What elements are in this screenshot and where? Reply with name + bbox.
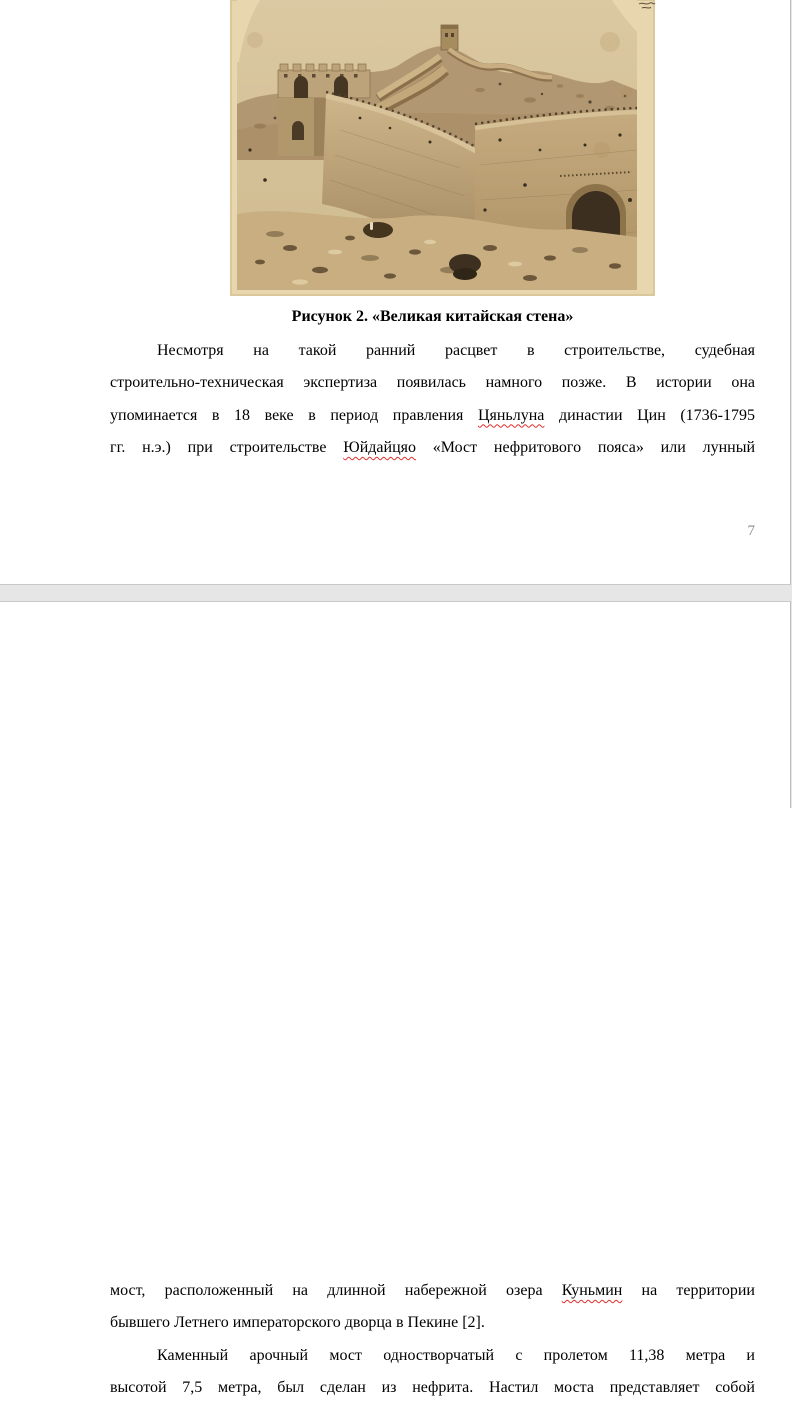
text-segment: гг. н.э.) при строительстве xyxy=(110,438,344,456)
text-line xyxy=(110,335,755,367)
body-paragraph-page7 xyxy=(110,335,755,464)
text-line xyxy=(110,1307,755,1339)
text-line xyxy=(110,367,755,399)
document-page-8[interactable] xyxy=(0,601,791,1396)
text-line xyxy=(110,432,755,464)
text-segment: мост, расположенный на длинной набережной озера xyxy=(110,1282,562,1299)
great-wall-photo[interactable] xyxy=(230,0,655,296)
figure-caption: Рисунок 2. «Великая китайская стена» xyxy=(291,308,574,325)
text-line xyxy=(110,400,755,432)
text-segment: Каменный арочный мост одностворчатый с пролетом 11,38 метра и xyxy=(157,1346,755,1364)
body-paragraph-page8 xyxy=(110,1275,755,1404)
page-number: 7 xyxy=(747,523,755,539)
misspelled-word: Юйдайцяо xyxy=(343,438,416,456)
text-segment: династии Цин (1736-1795 xyxy=(544,406,755,424)
text-line xyxy=(110,1340,755,1372)
text-segment: упоминается в 18 веке в период правления xyxy=(110,406,478,424)
document-page-7[interactable] xyxy=(0,0,791,585)
text-segment: бывшего Летнего императорского дворца в Пекине [2]. xyxy=(110,1314,485,1332)
text-segment: Несмотря на такой ранний расцвет в строительстве, судебная xyxy=(157,342,755,359)
text-line xyxy=(110,1275,755,1307)
text-segment: строительно-техническая экспертиза появилась намного позже. В истории она xyxy=(110,374,755,392)
misspelled-word: Куньмин xyxy=(561,1282,623,1299)
text-line xyxy=(110,1372,755,1404)
great-wall-photo-art xyxy=(230,0,655,296)
page-break-gap xyxy=(0,586,792,601)
text-segment: «Мост нефритового пояса» или лунный xyxy=(416,438,756,456)
misspelled-word: Цяньлуна xyxy=(477,406,545,424)
text-segment: высотой 7,5 метра, был сделан из нефрита. Настил моста представляет собой xyxy=(110,1378,755,1396)
text-segment: на территории xyxy=(622,1282,755,1299)
